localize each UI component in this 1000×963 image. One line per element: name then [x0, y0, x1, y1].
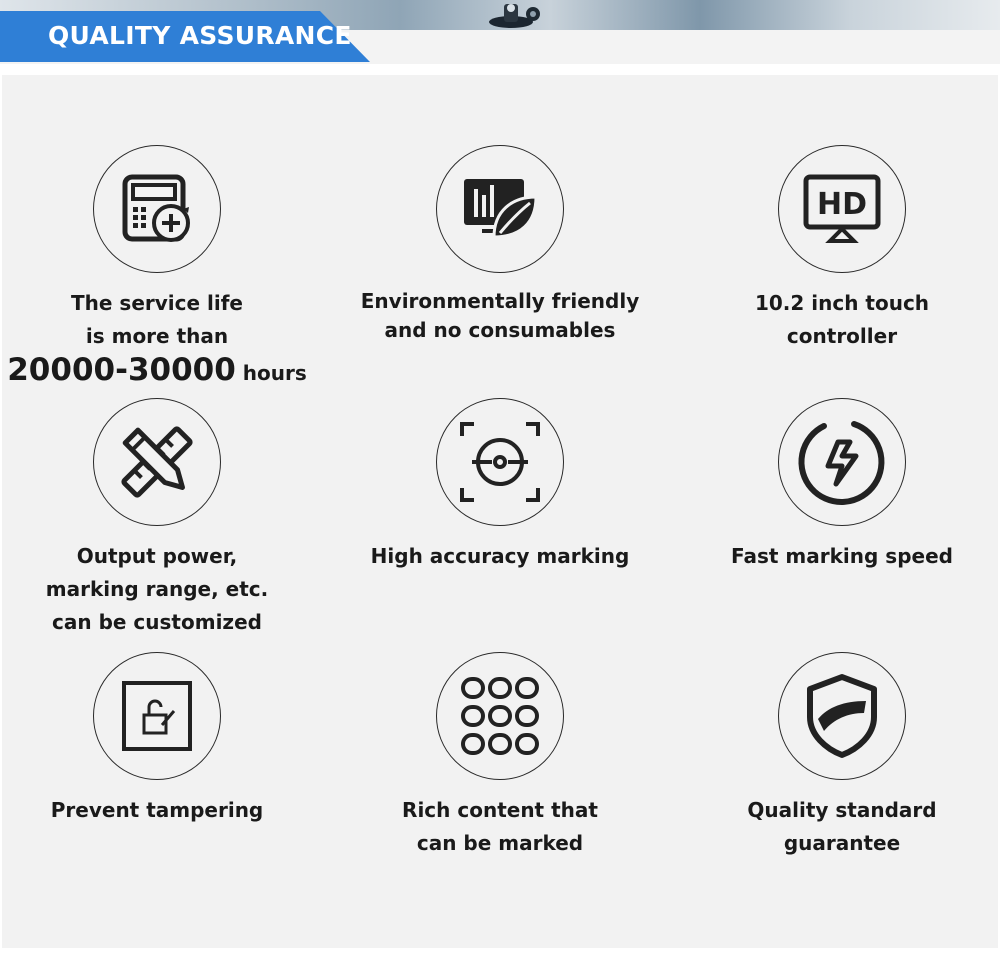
- service-hours-value: 20000-30000: [7, 352, 236, 388]
- calculator-clock-icon: [119, 171, 195, 247]
- caption-line: The service life: [71, 291, 243, 315]
- feature-icon-circle: [93, 652, 221, 780]
- machine-knob-icon: [487, 2, 543, 28]
- feature-fast-speed: [677, 398, 1000, 573]
- shield-icon: [804, 673, 880, 759]
- feature-caption: Prevent tampering: [50, 798, 264, 822]
- feature-caption: Environmentally friendly and no consumables: [360, 289, 640, 342]
- svg-text:HD: HD: [816, 187, 868, 222]
- feature-touch-controller: [677, 145, 1000, 353]
- feature-caption: Quality standard guarantee: [747, 798, 937, 855]
- feature-icon-circle: [436, 145, 564, 273]
- feature-customizable: [0, 398, 322, 639]
- feature-high-accuracy: [335, 398, 665, 573]
- eco-chart-leaf-icon: [460, 171, 540, 247]
- feature-icon-circle: [778, 145, 906, 273]
- feature-icon-circle: [436, 652, 564, 780]
- feature-caption: High accuracy marking: [370, 544, 630, 568]
- feature-rich-content: [335, 652, 665, 860]
- section-title: QUALITY ASSURANCE: [48, 21, 352, 50]
- feature-icon-circle: [436, 398, 564, 526]
- hd-monitor-icon: [802, 171, 882, 247]
- feature-icon-circle: [93, 398, 221, 526]
- grid-dots-icon: [457, 673, 543, 759]
- feature-quality-guarantee: [677, 652, 1000, 860]
- feature-caption: Output power, marking range, etc. can be customized: [45, 544, 269, 634]
- feature-service-life: [0, 145, 322, 390]
- lightning-circle-icon: [794, 414, 890, 510]
- feature-caption: Fast marking speed: [731, 544, 953, 568]
- feature-prevent-tampering: [0, 652, 322, 827]
- feature-caption: Rich content that can be marked: [402, 798, 598, 855]
- feature-icon-circle: [778, 652, 906, 780]
- feature-icon-circle: [93, 145, 221, 273]
- target-focus-icon: [458, 420, 542, 504]
- feature-caption: 10.2 inch touch controller: [754, 291, 930, 348]
- service-hours-unit: hours: [242, 361, 307, 385]
- feature-eco-friendly: [335, 145, 665, 345]
- caption-line: is more than: [85, 324, 229, 348]
- pencil-ruler-icon: [117, 422, 197, 502]
- lock-frame-icon: [122, 681, 192, 751]
- feature-icon-circle: [778, 398, 906, 526]
